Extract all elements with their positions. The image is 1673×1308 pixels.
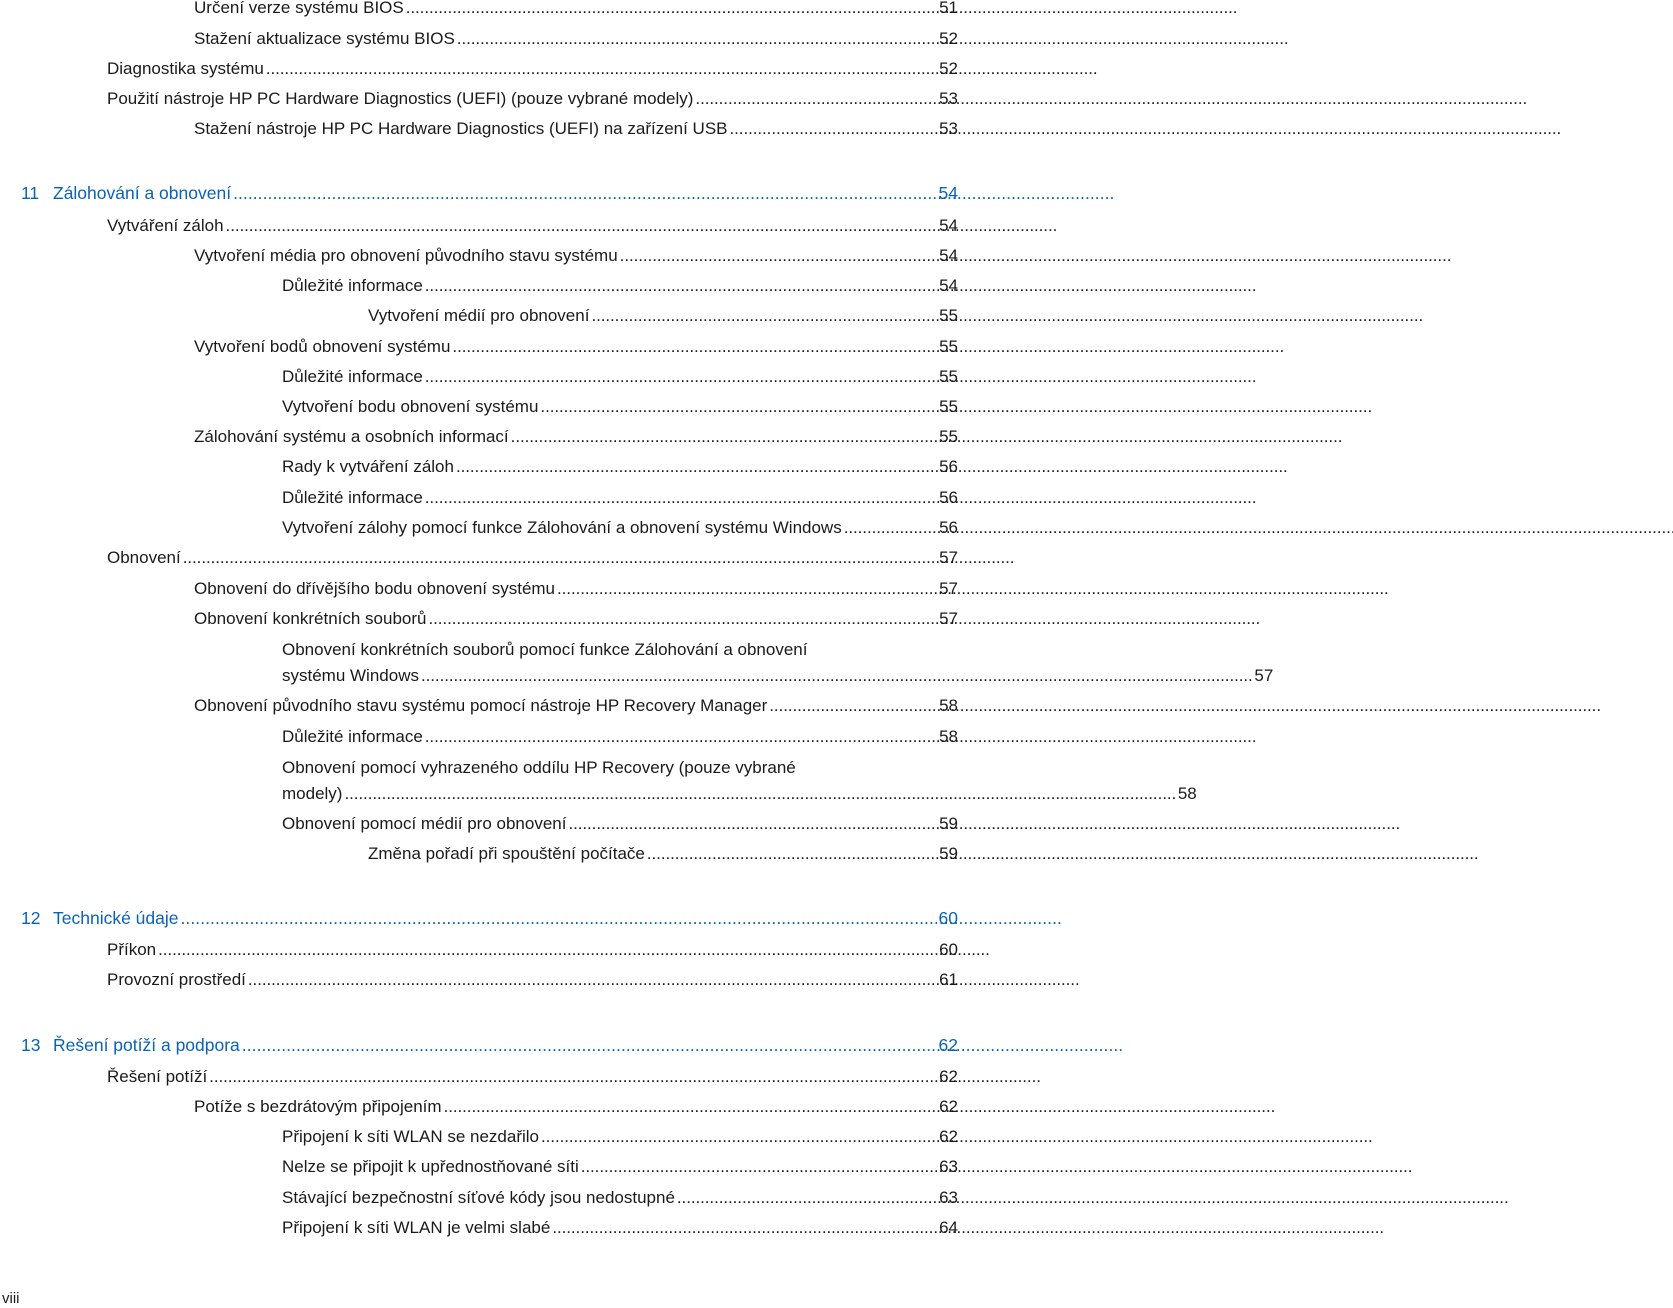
toc-entry-title: Nelze se připojit k upřednostňované síti <box>282 1157 579 1176</box>
toc-entry-page: 56 <box>939 518 958 537</box>
toc-entry-page: 61 <box>939 970 958 989</box>
dot-leader <box>181 905 935 931</box>
toc-entry-title: Vytvoření média pro obnovení původního stavu systému <box>194 246 618 265</box>
toc-entry[interactable] <box>194 1094 958 1120</box>
toc-entry-page: 52 <box>939 59 958 78</box>
toc-entry-page: 55 <box>939 427 958 446</box>
toc-entry[interactable] <box>107 56 958 82</box>
dot-leader <box>226 213 936 239</box>
toc-entry-page: 62 <box>938 1035 958 1055</box>
toc-entry[interactable] <box>107 213 958 239</box>
toc-entry-title: Potíže s bezdrátovým připojením <box>194 1097 442 1116</box>
toc-entry-title: Obnovení původního stavu systému pomocí nástroje HP Recovery Manager <box>194 696 768 715</box>
toc-entry-line2 <box>282 781 1197 807</box>
toc-entry-page: 51 <box>939 0 958 17</box>
dot-leader <box>552 1215 935 1241</box>
toc-entry[interactable] <box>282 1215 958 1241</box>
toc-entry-page: 58 <box>939 727 958 746</box>
toc-entry[interactable] <box>194 26 958 52</box>
toc-chapter-title <box>21 180 233 206</box>
toc-entry[interactable] <box>194 334 958 360</box>
dot-leader <box>425 724 935 750</box>
toc-entry[interactable] <box>282 515 958 541</box>
toc-entry[interactable] <box>282 1185 958 1211</box>
toc-entry-title: Zálohování systému a osobních informací <box>194 427 509 446</box>
toc-entry-page: 55 <box>939 367 958 386</box>
toc-entry-title-line1: Obnovení pomocí vyhrazeného oddílu HP Recovery (pouze vybrané <box>282 758 796 777</box>
toc-entry[interactable] <box>107 937 958 963</box>
toc-entry-page: 57 <box>939 579 958 598</box>
dot-leader <box>233 180 934 206</box>
dot-leader <box>209 1064 935 1090</box>
toc-entry-page: 56 <box>939 488 958 507</box>
dot-leader <box>444 1094 936 1120</box>
toc-entry[interactable] <box>282 454 958 480</box>
toc-entry[interactable] <box>282 394 958 420</box>
toc-entry[interactable] <box>282 364 958 390</box>
toc-entry-page: 62 <box>939 1067 958 1086</box>
dot-leader <box>541 1124 935 1150</box>
chapter-title-text: Zálohování a obnovení <box>53 183 232 203</box>
toc-entry-title: Příkon <box>107 940 157 959</box>
toc-entry-title: Určení verze systému BIOS <box>194 0 404 17</box>
toc-entry[interactable] <box>107 1064 958 1090</box>
dot-leader <box>581 1154 935 1180</box>
toc-entry[interactable] <box>282 1124 958 1150</box>
dot-leader <box>591 303 935 329</box>
toc-chapter-title <box>21 905 181 931</box>
toc-entry-page: 59 <box>939 844 958 863</box>
toc-entry-title: Vytvoření zálohy pomocí funkce Zálohování a obnovení systému Windows <box>282 518 842 537</box>
toc-entry-title: Obnovení konkrétních souborů <box>194 609 427 628</box>
toc-entry-title: Změna pořadí při spouštění počítače <box>368 844 645 863</box>
dot-leader <box>421 663 1250 689</box>
toc-entry-title: Připojení k síti WLAN se nezdařilo <box>282 1127 539 1146</box>
dot-leader <box>730 116 936 142</box>
toc-entry-wrap <box>282 755 1197 807</box>
toc-entry-page: 58 <box>939 696 958 715</box>
toc-entry-title: Důležité informace <box>282 727 423 746</box>
dot-leader <box>344 781 1173 807</box>
dot-leader <box>620 243 935 269</box>
toc-entry-page: 63 <box>939 1157 958 1176</box>
toc-entry-page: 54 <box>939 216 958 235</box>
toc-entry[interactable] <box>194 576 958 602</box>
toc-entry-page: 63 <box>939 1188 958 1207</box>
toc-entry-page: 57 <box>1254 666 1274 685</box>
toc-entry-title: Použití nástroje HP PC Hardware Diagnostics (UEFI) (pouze vybrané modely) <box>107 89 694 108</box>
dot-leader <box>695 86 935 112</box>
toc-entry-title: Obnovení <box>107 548 181 567</box>
toc-entry-title: Rady k vytváření záloh <box>282 457 454 476</box>
toc-entry[interactable] <box>282 724 958 750</box>
toc-entry-page: 54 <box>939 276 958 295</box>
toc-entry-title: systému Windows <box>282 666 419 685</box>
dot-leader <box>158 937 935 963</box>
toc-entry-page: 55 <box>939 397 958 416</box>
toc-entry-title: Stažení nástroje HP PC Hardware Diagnostics (UEFI) na zařízení USB <box>194 119 728 138</box>
toc-entry-page: 52 <box>939 29 958 48</box>
toc-entry-page: 53 <box>939 89 958 108</box>
dot-leader <box>248 967 935 993</box>
toc-entry[interactable] <box>107 545 958 571</box>
toc-entry-page: 62 <box>939 1127 958 1146</box>
chapter-title-text: Technické údaje <box>53 908 179 928</box>
toc-entry-title: Důležité informace <box>282 488 423 507</box>
toc-entry-page: 58 <box>1177 784 1197 803</box>
toc-entry[interactable] <box>194 606 958 632</box>
toc-entry[interactable] <box>282 1154 958 1180</box>
toc-entry-page: 54 <box>938 183 958 203</box>
dot-leader <box>457 26 935 52</box>
toc-entry-page: 55 <box>939 337 958 356</box>
toc-entry[interactable] <box>282 273 958 299</box>
toc-entry-title: Diagnostika systému <box>107 59 264 78</box>
toc-entry[interactable] <box>282 811 958 837</box>
toc-entry-title: Připojení k síti WLAN je velmi slabé <box>282 1218 551 1237</box>
toc-chapter-entry[interactable] <box>21 905 958 931</box>
dot-leader <box>568 811 935 837</box>
toc-entry-title: Obnovení pomocí médií pro obnovení <box>282 814 567 833</box>
dot-leader <box>425 485 935 511</box>
toc-entry-page: 60 <box>939 940 958 959</box>
toc-entry[interactable] <box>368 841 958 867</box>
chapter-number: 12 <box>21 908 41 928</box>
toc-entry-title: Stažení aktualizace systému BIOS <box>194 29 455 48</box>
dot-leader <box>677 1185 935 1211</box>
toc-entry-title: Vytvoření bodů obnovení systému <box>194 337 451 356</box>
toc-entry-page: 57 <box>939 609 958 628</box>
toc-entry[interactable] <box>194 243 958 269</box>
toc-entry[interactable] <box>194 0 958 21</box>
toc-entry-page: 57 <box>939 548 958 567</box>
toc-entry-page: 64 <box>939 1218 958 1237</box>
toc-entry-title: Provozní prostředí <box>107 970 246 989</box>
toc-entry-page: 56 <box>939 457 958 476</box>
toc-entry[interactable] <box>194 116 958 142</box>
toc-entry[interactable] <box>282 637 1274 689</box>
dot-leader <box>511 424 935 450</box>
dot-leader <box>647 841 935 867</box>
page-number-footer: viii <box>2 1290 20 1307</box>
toc-entry[interactable] <box>107 967 958 993</box>
toc-entry-page: 53 <box>939 119 958 138</box>
chapter-title-text: Řešení potíží a podpora <box>53 1035 240 1055</box>
toc-entry[interactable] <box>194 693 958 719</box>
toc-entry-title: Obnovení do dřívějšího bodu obnovení systému <box>194 579 556 598</box>
dot-leader <box>844 515 935 541</box>
toc-chapter-entry[interactable] <box>21 180 958 206</box>
toc-entry-page: 62 <box>939 1097 958 1116</box>
dot-leader <box>452 334 935 360</box>
dot-leader <box>425 273 935 299</box>
toc-entry[interactable] <box>282 755 1197 807</box>
toc-entry-page: 54 <box>939 246 958 265</box>
toc-entry-title: Vytvoření médií pro obnovení <box>368 306 590 325</box>
dot-leader <box>183 545 935 571</box>
dot-leader <box>428 606 935 632</box>
chapter-number: 13 <box>21 1035 41 1055</box>
dot-leader <box>769 693 935 719</box>
toc-entry-page: 55 <box>939 306 958 325</box>
dot-leader <box>406 0 935 21</box>
toc-entry[interactable] <box>194 424 958 450</box>
toc-entry[interactable] <box>107 86 958 112</box>
dot-leader <box>557 576 935 602</box>
dot-leader <box>540 394 935 420</box>
toc-chapter-entry[interactable] <box>21 1032 958 1058</box>
toc-chapter-title <box>21 1032 242 1058</box>
toc-entry-page: 59 <box>939 814 958 833</box>
toc-entry-title-line1: Obnovení konkrétních souborů pomocí funkce Zálohování a obnovení <box>282 640 808 659</box>
toc-entry-title: Důležité informace <box>282 276 423 295</box>
toc-entry-title: Vytvoření bodu obnovení systému <box>282 397 539 416</box>
toc-entry-wrap <box>282 637 1273 689</box>
toc-entry-title: Řešení potíží <box>107 1067 208 1086</box>
toc-entry-title: Stávající bezpečnostní síťové kódy jsou nedostupné <box>282 1188 675 1207</box>
dot-leader <box>266 56 935 82</box>
toc-entry[interactable] <box>282 485 958 511</box>
toc-entry-title: Vytváření záloh <box>107 216 224 235</box>
dot-leader <box>456 454 935 480</box>
toc-entry-page: 60 <box>938 908 958 928</box>
toc-entry-title: Důležité informace <box>282 367 423 386</box>
dot-leader <box>425 364 935 390</box>
dot-leader <box>242 1032 935 1058</box>
chapter-number: 11 <box>21 183 40 203</box>
toc-entry[interactable] <box>368 303 958 329</box>
toc-entry-title: modely) <box>282 784 343 803</box>
toc-entry-line2 <box>282 663 1273 689</box>
